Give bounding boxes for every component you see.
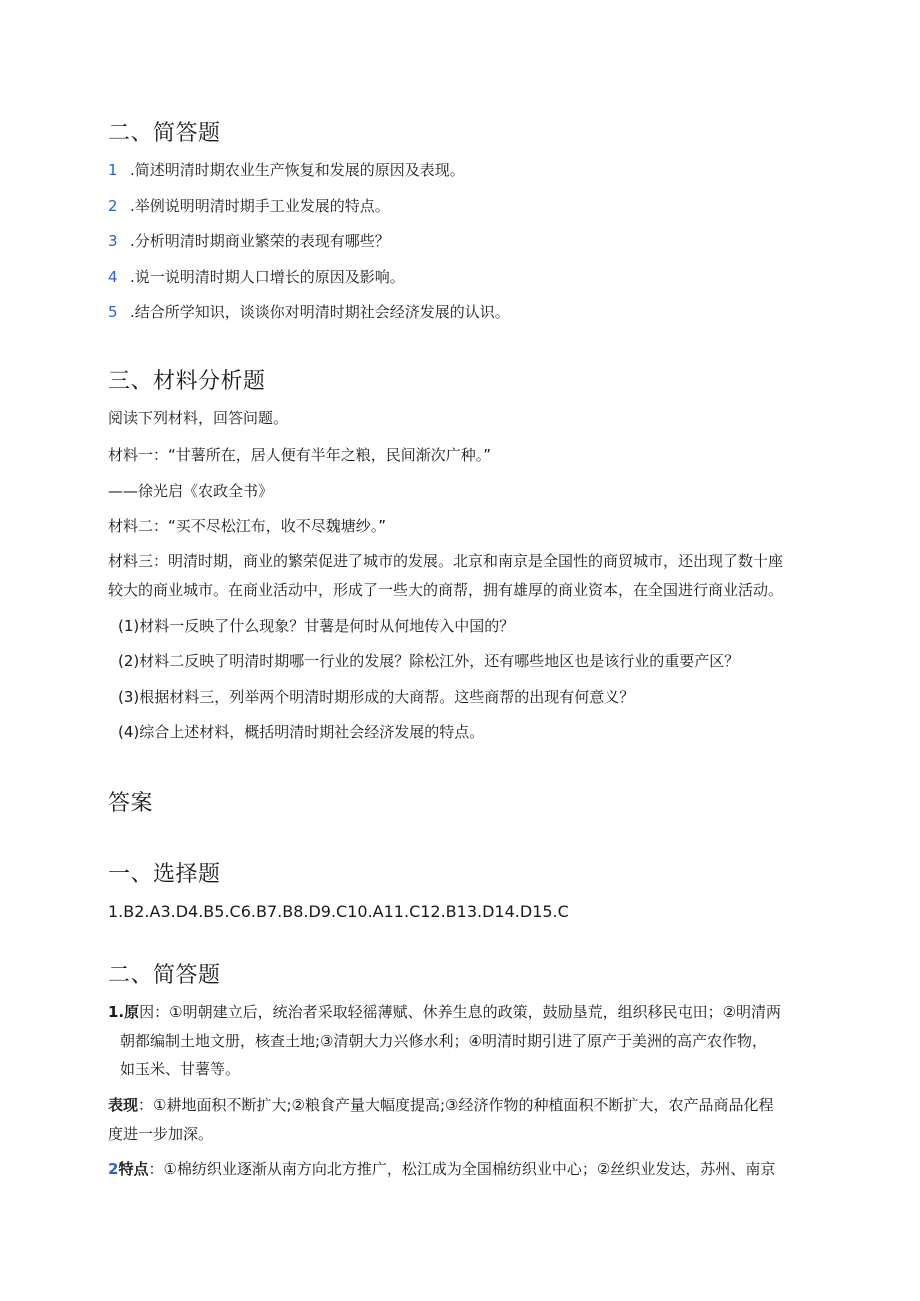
answer-1-line-3: 如玉米、甘薯等。 [120,1060,241,1078]
question-item [108,302,510,322]
question-item [108,231,390,251]
material-three-line-2: 较大的商业城市。在商业活动中，形成了一些大的商帮，拥有雄厚的商业资本，在全国进行商业活动。 [108,581,784,599]
answer-label: 原 [124,1003,140,1021]
answer-number: 2 [108,1160,119,1178]
answer-1b-line-1 [108,1095,773,1115]
question-number: 3 [108,232,118,250]
answer-text: ：①耕地面积不断扩大;②粮食产量大幅度提高;③经济作物的种植面积不断扩大，农产品商品化程 [138,1096,774,1114]
question-number: 4 [108,268,118,286]
question-item [108,196,390,216]
question-text: .说一说明清时期人口增长的原因及影响。 [130,268,405,286]
question-text: .分析明清时期商业繁荣的表现有哪些？ [130,232,390,250]
question-item [108,160,465,180]
answer-1b-line-2: 度进一步加深。 [108,1125,214,1143]
question-item [108,267,405,287]
answer-number: 1. [108,1003,125,1021]
section-heading-material-analysis: 三、材料分析题 [108,369,266,394]
answer-1-line-1 [108,1002,781,1022]
answer-2-line-1 [108,1159,775,1179]
answer-text: 因：①明朝建立后，统治者采取轻徭薄赋、休养生息的政策，鼓励垦荒，组织移民屯田；②明清两 [139,1003,782,1021]
material-two: 材料二：“买不尽松江布，收不尽魏塘纱。” [108,517,387,535]
material-one-source: ——徐光启《农政全书》 [108,482,274,500]
question-number: 5 [108,303,118,321]
answers-heading: 答案 [108,791,154,816]
sub-question: (3)根据材料三，列举两个明清时期形成的大商帮。这些商帮的出现有何意义？ [118,688,635,706]
question-number: 1 [108,161,118,179]
sub-question: (4)综合上述材料，概括明清时期社会经济发展的特点。 [118,723,485,741]
material-one: 材料一：“甘薯所在，居人便有半年之粮，民间渐次广种。” [108,446,492,464]
material-three-line-1: 材料三：明清时期，商业的繁荣促进了城市的发展。北京和南京是全国性的商贸城市，还出现了数十座 [108,552,784,570]
answer-label: 特点 [118,1160,149,1178]
question-text: .结合所学知识，谈谈你对明清时期社会经济发展的认识。 [130,303,510,321]
answer-1-line-2: 朝都编制土地文册，核查土地;③清朝大力兴修水利；④明清时期引进了原产于美洲的高产农作物， [120,1032,767,1050]
material-intro: 阅读下列材料，回答问题。 [108,409,289,427]
question-number: 2 [108,197,118,215]
answer-text: ：①棉纺织业逐渐从南方向北方推广，松江成为全国棉纺织业中心；②丝织业发达，苏州、南京 [148,1160,776,1178]
sub-question: (2)材料二反映了明清时期哪一行业的发展？除松江外，还有哪些地区也是该行业的重要产区？ [118,652,740,670]
answers-choice-heading: 一、选择题 [108,862,221,887]
choice-answer-key: 1.B2.A3.D4.B5.C6.B7.B8.D9.C10.A11.C12.B13.D14.D15.C [108,902,569,921]
section-heading-short-answer: 二、简答题 [108,121,221,146]
question-text: .简述明清时期农业生产恢复和发展的原因及表现。 [130,161,465,179]
answers-short-heading: 二、简答题 [108,963,221,988]
answer-label: 表现 [108,1096,139,1114]
sub-question: (1)材料一反映了什么现象？甘薯是何时从何地传入中国的？ [118,617,515,635]
question-text: .举例说明明清时期手工业发展的特点。 [130,197,390,215]
